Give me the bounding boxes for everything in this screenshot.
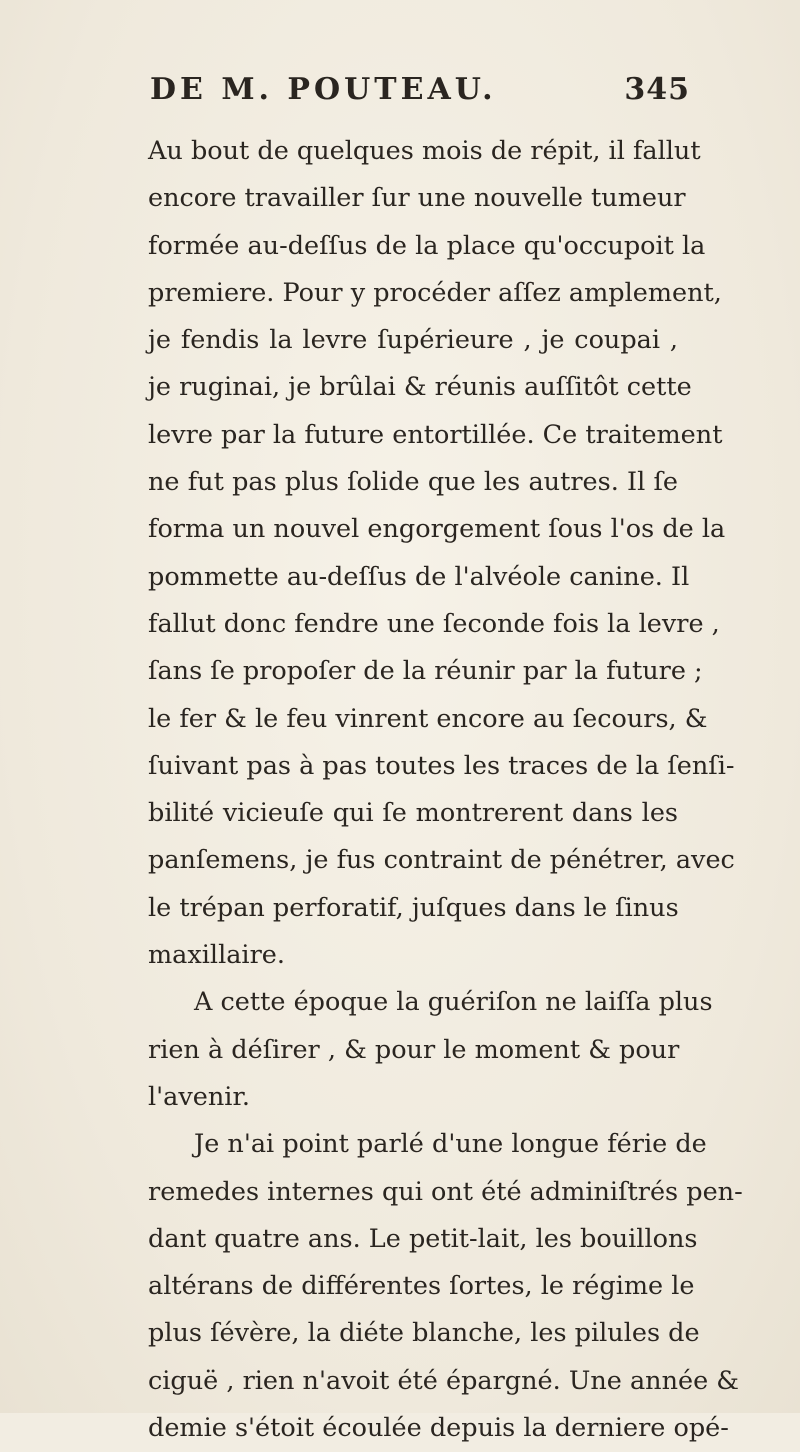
text-line: le fer & le feu vinrent encore au ſecours, & — [148, 703, 708, 734]
text-line: altérans de différentes ſortes, le régime le — [148, 1271, 695, 1302]
text-line: A cette époque la guériſon ne laiſſa plus — [194, 987, 713, 1018]
text-line: l'avenir. — [148, 1081, 250, 1112]
text-line: ciguë , rien n'avoit été épargné. Une année & — [148, 1365, 739, 1396]
text-line: dant quatre ans. Le petit-lait, les bouillons — [148, 1223, 698, 1254]
text-line: bilité vicieuſe qui ſe montrerent dans les — [148, 798, 678, 829]
text-line: rien à déſirer , & pour le moment & pour — [148, 1034, 680, 1065]
body-text — [148, 128, 743, 1452]
text-line: plus ſévère, la diéte blanche, les pilules de — [148, 1318, 700, 1349]
page-number: 345 — [624, 72, 690, 107]
text-line: ſans ſe propoſer de la réunir par la future ; — [148, 656, 703, 687]
text-line: panſemens, je fus contraint de pénétrer, avec — [148, 845, 735, 876]
text-line: forma un nouvel engorgement ſous l'os de la — [148, 514, 726, 545]
text-line: le trépan perforatif, juſques dans le ſinus — [148, 892, 679, 923]
text-line: je fendis la levre ſupérieure , je coupai , — [148, 325, 678, 356]
text-line: demie s'étoit écoulée depuis la derniere opé- — [148, 1413, 729, 1444]
text-line: pommette au-deſſus de l'alvéole canine. Il — [148, 561, 690, 592]
text-line: je ruginai, je brûlai & réunis auſſitôt cette — [148, 372, 692, 403]
text-line: encore travailler ſur une nouvelle tumeur — [148, 183, 686, 214]
text-line: levre par la future entortillée. Ce traitement — [148, 419, 723, 450]
text-line: ne fut pas plus ſolide que les autres. Il ſe — [148, 467, 678, 498]
text-line: Je n'ai point parlé d'une longue férie de — [194, 1129, 707, 1160]
text-line: formée au-deſſus de la place qu'occupoit la — [148, 230, 706, 261]
text-line: maxillaire. — [148, 940, 285, 971]
text-line: premiere. Pour y procéder aſſez amplement, — [148, 277, 722, 308]
text-line: fallut donc fendre une ſeconde fois la levre , — [148, 608, 720, 639]
text-line: ſuivant pas à pas toutes les traces de la ſenſi- — [148, 750, 735, 781]
running-title: DE M. POUTEAU. — [150, 72, 497, 107]
page-header — [150, 72, 690, 122]
text-line: Au bout de quelques mois de répit, il fallut — [148, 136, 701, 166]
text-line: remedes internes qui ont été adminiſtrés pen- — [148, 1176, 743, 1207]
